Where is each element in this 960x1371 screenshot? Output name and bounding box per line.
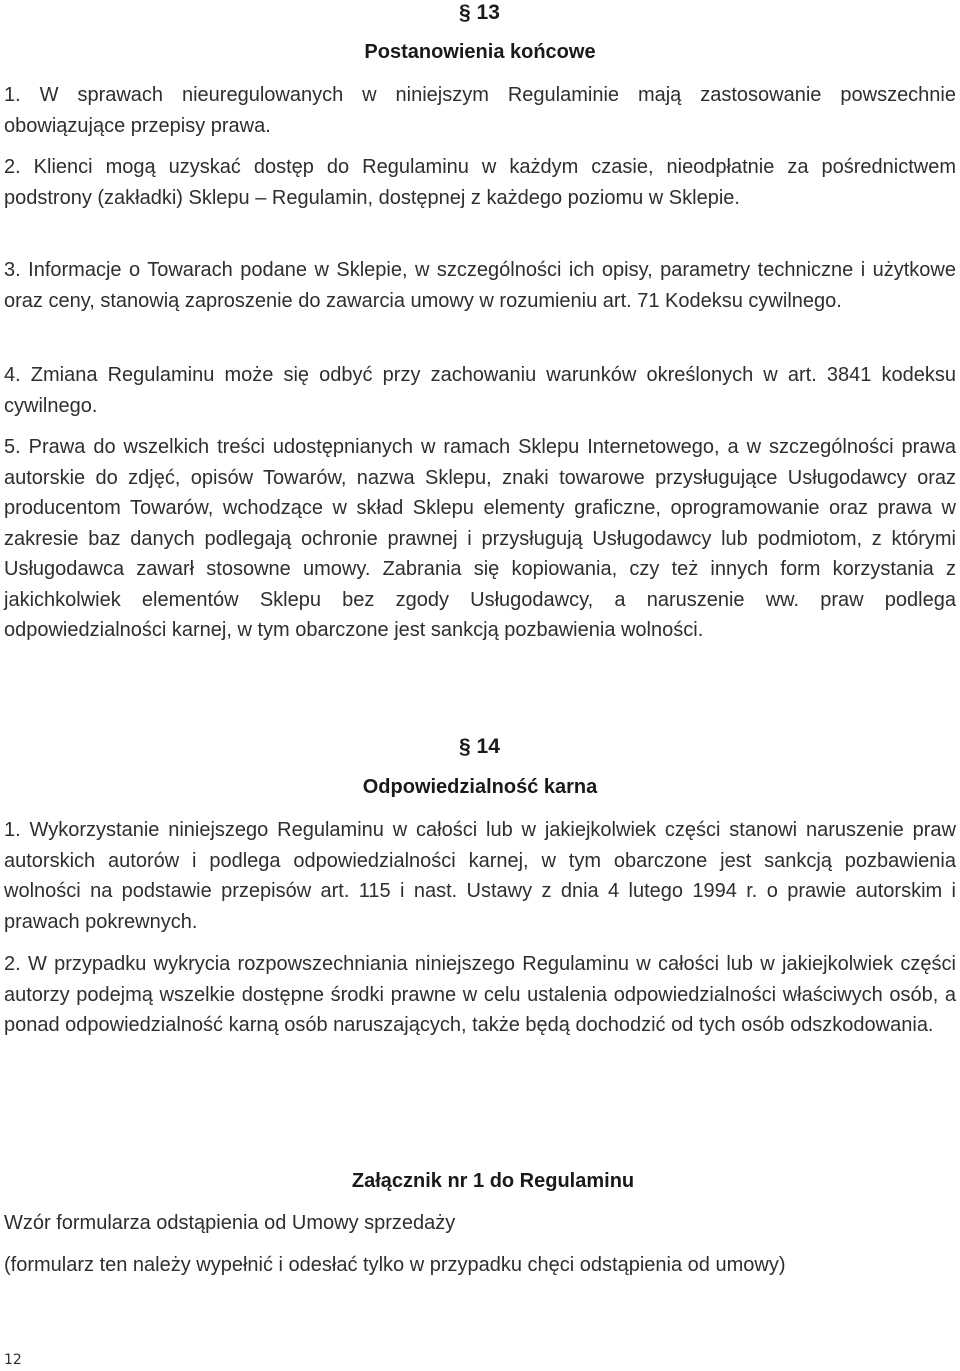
section-14-heading: Odpowiedzialność karna: [362, 776, 598, 798]
section-13-heading: Postanowienia końcowe: [364, 41, 596, 63]
annex-heading: Załącznik nr 1 do Regulaminu: [351, 1170, 635, 1192]
section-13-item-2: 2. Klienci mogą uzyskać dostęp do Regulaminu w każdym czasie, nieodpłatnie za pośrednictwem podstrony (zakładki) Sklepu – Regulamin, dostępnej z każdego poziomu w Sklepie.: [4, 156, 956, 209]
section-13-item-5: 5. Prawa do wszelkich treści udostępnianych w ramach Sklepu Internetowego, a w szczególności prawa autorskie do zdjęć, opisów Towarów, nazwa Sklepu, znaki towarowe przysługujące Usługodawcy oraz producentom Towarów, wchodzące w skład Sklepu elementy graficzne, oprogramowanie oraz prawa w zakresie baz danych podlegają ochronie prawnej i przysługują Usługodawcy lub podmiotom, z którymi Usługodawca zawarł stosowne umowy. Zabrania się kopiowania, czy też innych form korzystania z jakichkolwiek elementów Sklepu bez zgody Usługodawcy, a naruszenie ww. praw podlega odpowiedzialności karnej, w tym obarczone jest sankcją pozbawienia wolności.: [4, 436, 956, 641]
section-14-mark: § 14: [459, 735, 500, 758]
section-13-item-1: 1. W sprawach nieuregulowanych w niniejszym Regulaminie mają zastosowanie powszechnie obowiązujące przepisy prawa.: [4, 84, 956, 137]
page-number: 12: [4, 1352, 22, 1368]
annex-note: (formularz ten należy wypełnić i odesłać tylko w przypadku chęci odstąpienia od umowy): [4, 1254, 786, 1276]
section-13-mark: § 13: [459, 1, 500, 24]
section-14-item-1: 1. Wykorzystanie niniejszego Regulaminu w całości lub w jakiejkolwiek części stanowi naruszenie praw autorskich autorów i podlega odpowiedzialności karnej, w tym obarczone jest sankcją pozbawienia wolności na podstawie przepisów art. 115 i nast. Ustawy z dnia 4 lutego 1994 r. o prawie autorskim i prawach pokrewnych.: [4, 819, 956, 933]
section-14-item-2: 2. W przypadku wykrycia rozpowszechniania niniejszego Regulaminu w całości lub w jakiejkolwiek części autorzy podejmą wszelkie dostępne środki prawne w celu ustalenia odpowiedzialności właściwych osób, a ponad odpowiedzialność karną osób naruszających, także będą dochodzić od tych osób odszkodowania.: [4, 953, 956, 1036]
section-13-item-4: 4. Zmiana Regulaminu może się odbyć przy zachowaniu warunków określonych w art. 3841 kodeksu cywilnego.: [4, 364, 956, 417]
annex-subtitle: Wzór formularza odstąpienia od Umowy sprzedaży: [4, 1212, 456, 1234]
section-13-item-3: 3. Informacje o Towarach podane w Sklepie, w szczególności ich opisy, parametry techniczne i użytkowe oraz ceny, stanowią zaproszenie do zawarcia umowy w rozumieniu art. 71 Kodeksu cywilnego.: [4, 259, 956, 312]
